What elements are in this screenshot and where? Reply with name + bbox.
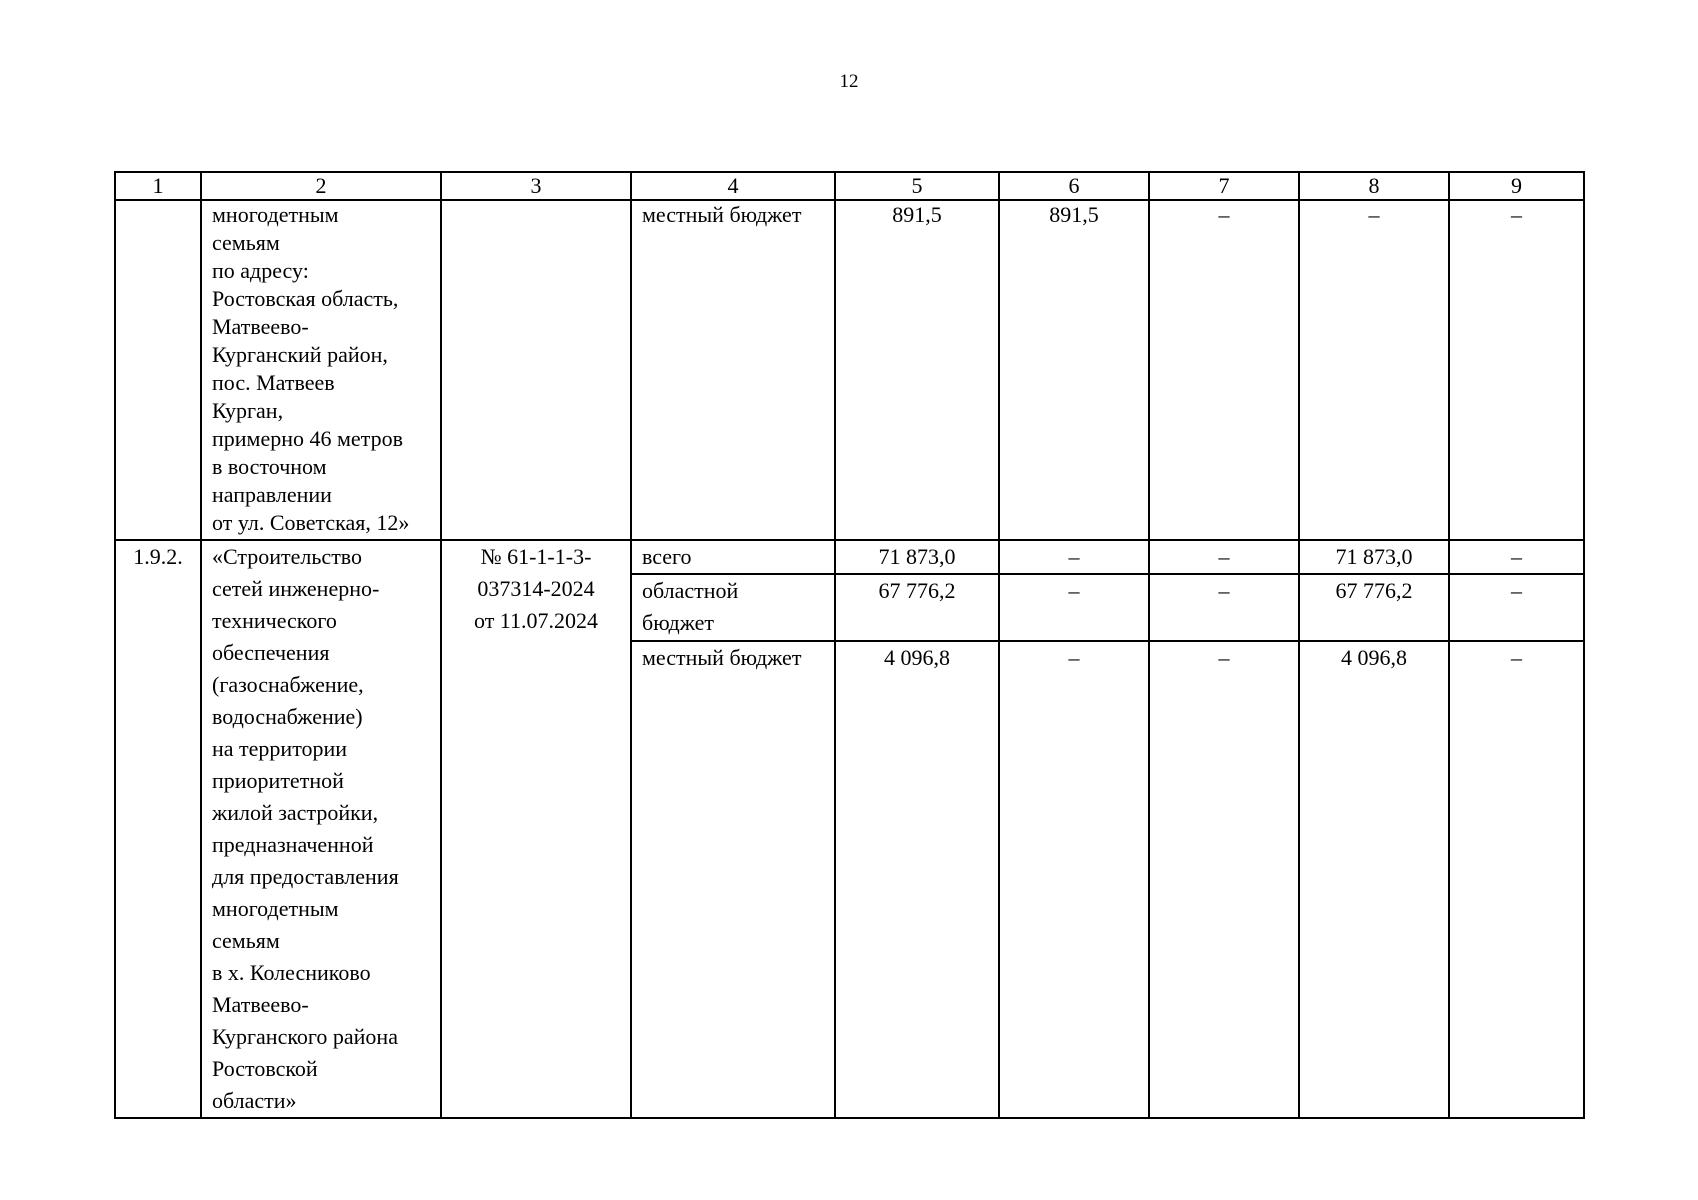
- header-cell: 1: [115, 172, 201, 200]
- object-name-line: (газоснабжение,: [212, 672, 364, 697]
- funding-source-line: местный бюджет: [642, 645, 802, 671]
- value-cell: 71 873,0: [1299, 540, 1449, 574]
- value-cell: –: [1449, 641, 1584, 1118]
- header-cell: 3: [441, 172, 631, 200]
- header-cell: 9: [1449, 172, 1584, 200]
- object-name-line: по адресу:: [212, 258, 309, 283]
- object-name-line: Ростовской: [212, 1056, 318, 1081]
- object-name-line: Курган,: [212, 398, 284, 423]
- object-name-line: Курганского района: [212, 1024, 398, 1049]
- header-cell: 7: [1149, 172, 1299, 200]
- value-cell: –: [1449, 540, 1584, 574]
- object-name-line: пос. Матвеев: [212, 370, 335, 395]
- funding-source-line: всего: [642, 544, 692, 569]
- object-name-line: примерно 46 метров: [212, 426, 403, 451]
- object-name-line: области»: [212, 1088, 297, 1113]
- header-cell: 4: [631, 172, 835, 200]
- object-name-line: обеспечения: [212, 640, 330, 665]
- header-cell: 5: [835, 172, 999, 200]
- value-cell: –: [1449, 200, 1584, 540]
- value-cell: –: [1149, 641, 1299, 1118]
- funding-source-cell: [631, 574, 835, 641]
- funding-source-cell: [631, 641, 835, 1118]
- header-row: [115, 172, 1584, 200]
- budget-table: [114, 171, 1585, 1119]
- value-cell: –: [999, 574, 1149, 641]
- value-cell: 891,5: [999, 200, 1149, 540]
- funding-source-cell: [631, 540, 835, 574]
- value-cell: 891,5: [835, 200, 999, 540]
- document-ref-line: от 11.07.2024: [473, 608, 598, 633]
- object-name-line: предназначенной: [212, 832, 374, 857]
- funding-source-cell: местный бюджет: [631, 200, 835, 540]
- object-name-line: Курганский район,: [212, 342, 388, 367]
- header-cell: 6: [999, 172, 1149, 200]
- value-cell: 4 096,8: [1299, 641, 1449, 1118]
- row-number-cell: 1.9.2.: [115, 540, 201, 1118]
- object-name-line: технического: [212, 608, 337, 633]
- object-name-line: жилой застройки,: [212, 800, 379, 825]
- page-number: 12: [839, 71, 859, 92]
- value-cell: –: [1299, 200, 1449, 540]
- value-cell: 4 096,8: [835, 641, 999, 1118]
- document-ref-cell: [441, 200, 631, 540]
- object-name-line: многодетным: [212, 896, 339, 921]
- object-name-cell: [201, 540, 441, 1118]
- object-name-line: на территории: [212, 736, 348, 761]
- object-name-line: Матвеево-: [212, 314, 309, 339]
- object-name-cell: [201, 200, 441, 540]
- value-cell: –: [999, 641, 1149, 1118]
- header-cell: 2: [201, 172, 441, 200]
- object-name-line: от ул. Советская, 12»: [212, 510, 410, 535]
- table-row: [115, 540, 1584, 574]
- object-name-line: Ростовская область,: [212, 286, 399, 311]
- object-name-line: Матвеево-: [212, 992, 309, 1017]
- value-cell: 67 776,2: [1299, 574, 1449, 641]
- value-cell: –: [1449, 574, 1584, 641]
- object-name-line: водоснабжение): [212, 704, 363, 729]
- object-name-line: в х. Колесниково: [212, 960, 371, 985]
- funding-source-line: областной: [642, 578, 739, 604]
- object-name-line: семьям: [212, 928, 280, 953]
- table-row: [115, 200, 1584, 540]
- value-cell: –: [999, 540, 1149, 574]
- object-name-line: семьям: [212, 230, 280, 255]
- object-name-line: многодетным: [212, 202, 339, 227]
- document-ref-line: 037314-2024: [477, 576, 595, 601]
- document-ref-cell: [441, 540, 631, 1118]
- object-name-line: направлении: [212, 482, 332, 507]
- object-name-line: для предоставления: [212, 864, 399, 889]
- object-name-line: в восточном: [212, 454, 327, 479]
- value-cell: –: [1149, 574, 1299, 641]
- value-cell: 67 776,2: [835, 574, 999, 641]
- value-cell: –: [1149, 540, 1299, 574]
- object-name-line: «Строительство: [212, 544, 363, 569]
- document-ref-line: № 61-1-1-3-: [480, 544, 592, 569]
- header-cell: 8: [1299, 172, 1449, 200]
- funding-source-line: бюджет: [642, 610, 714, 636]
- value-cell: –: [1149, 200, 1299, 540]
- value-cell: 71 873,0: [835, 540, 999, 574]
- object-name-line: сетей инженерно-: [212, 576, 380, 601]
- object-name-line: приоритетной: [212, 768, 344, 793]
- row-number-cell: [115, 200, 201, 540]
